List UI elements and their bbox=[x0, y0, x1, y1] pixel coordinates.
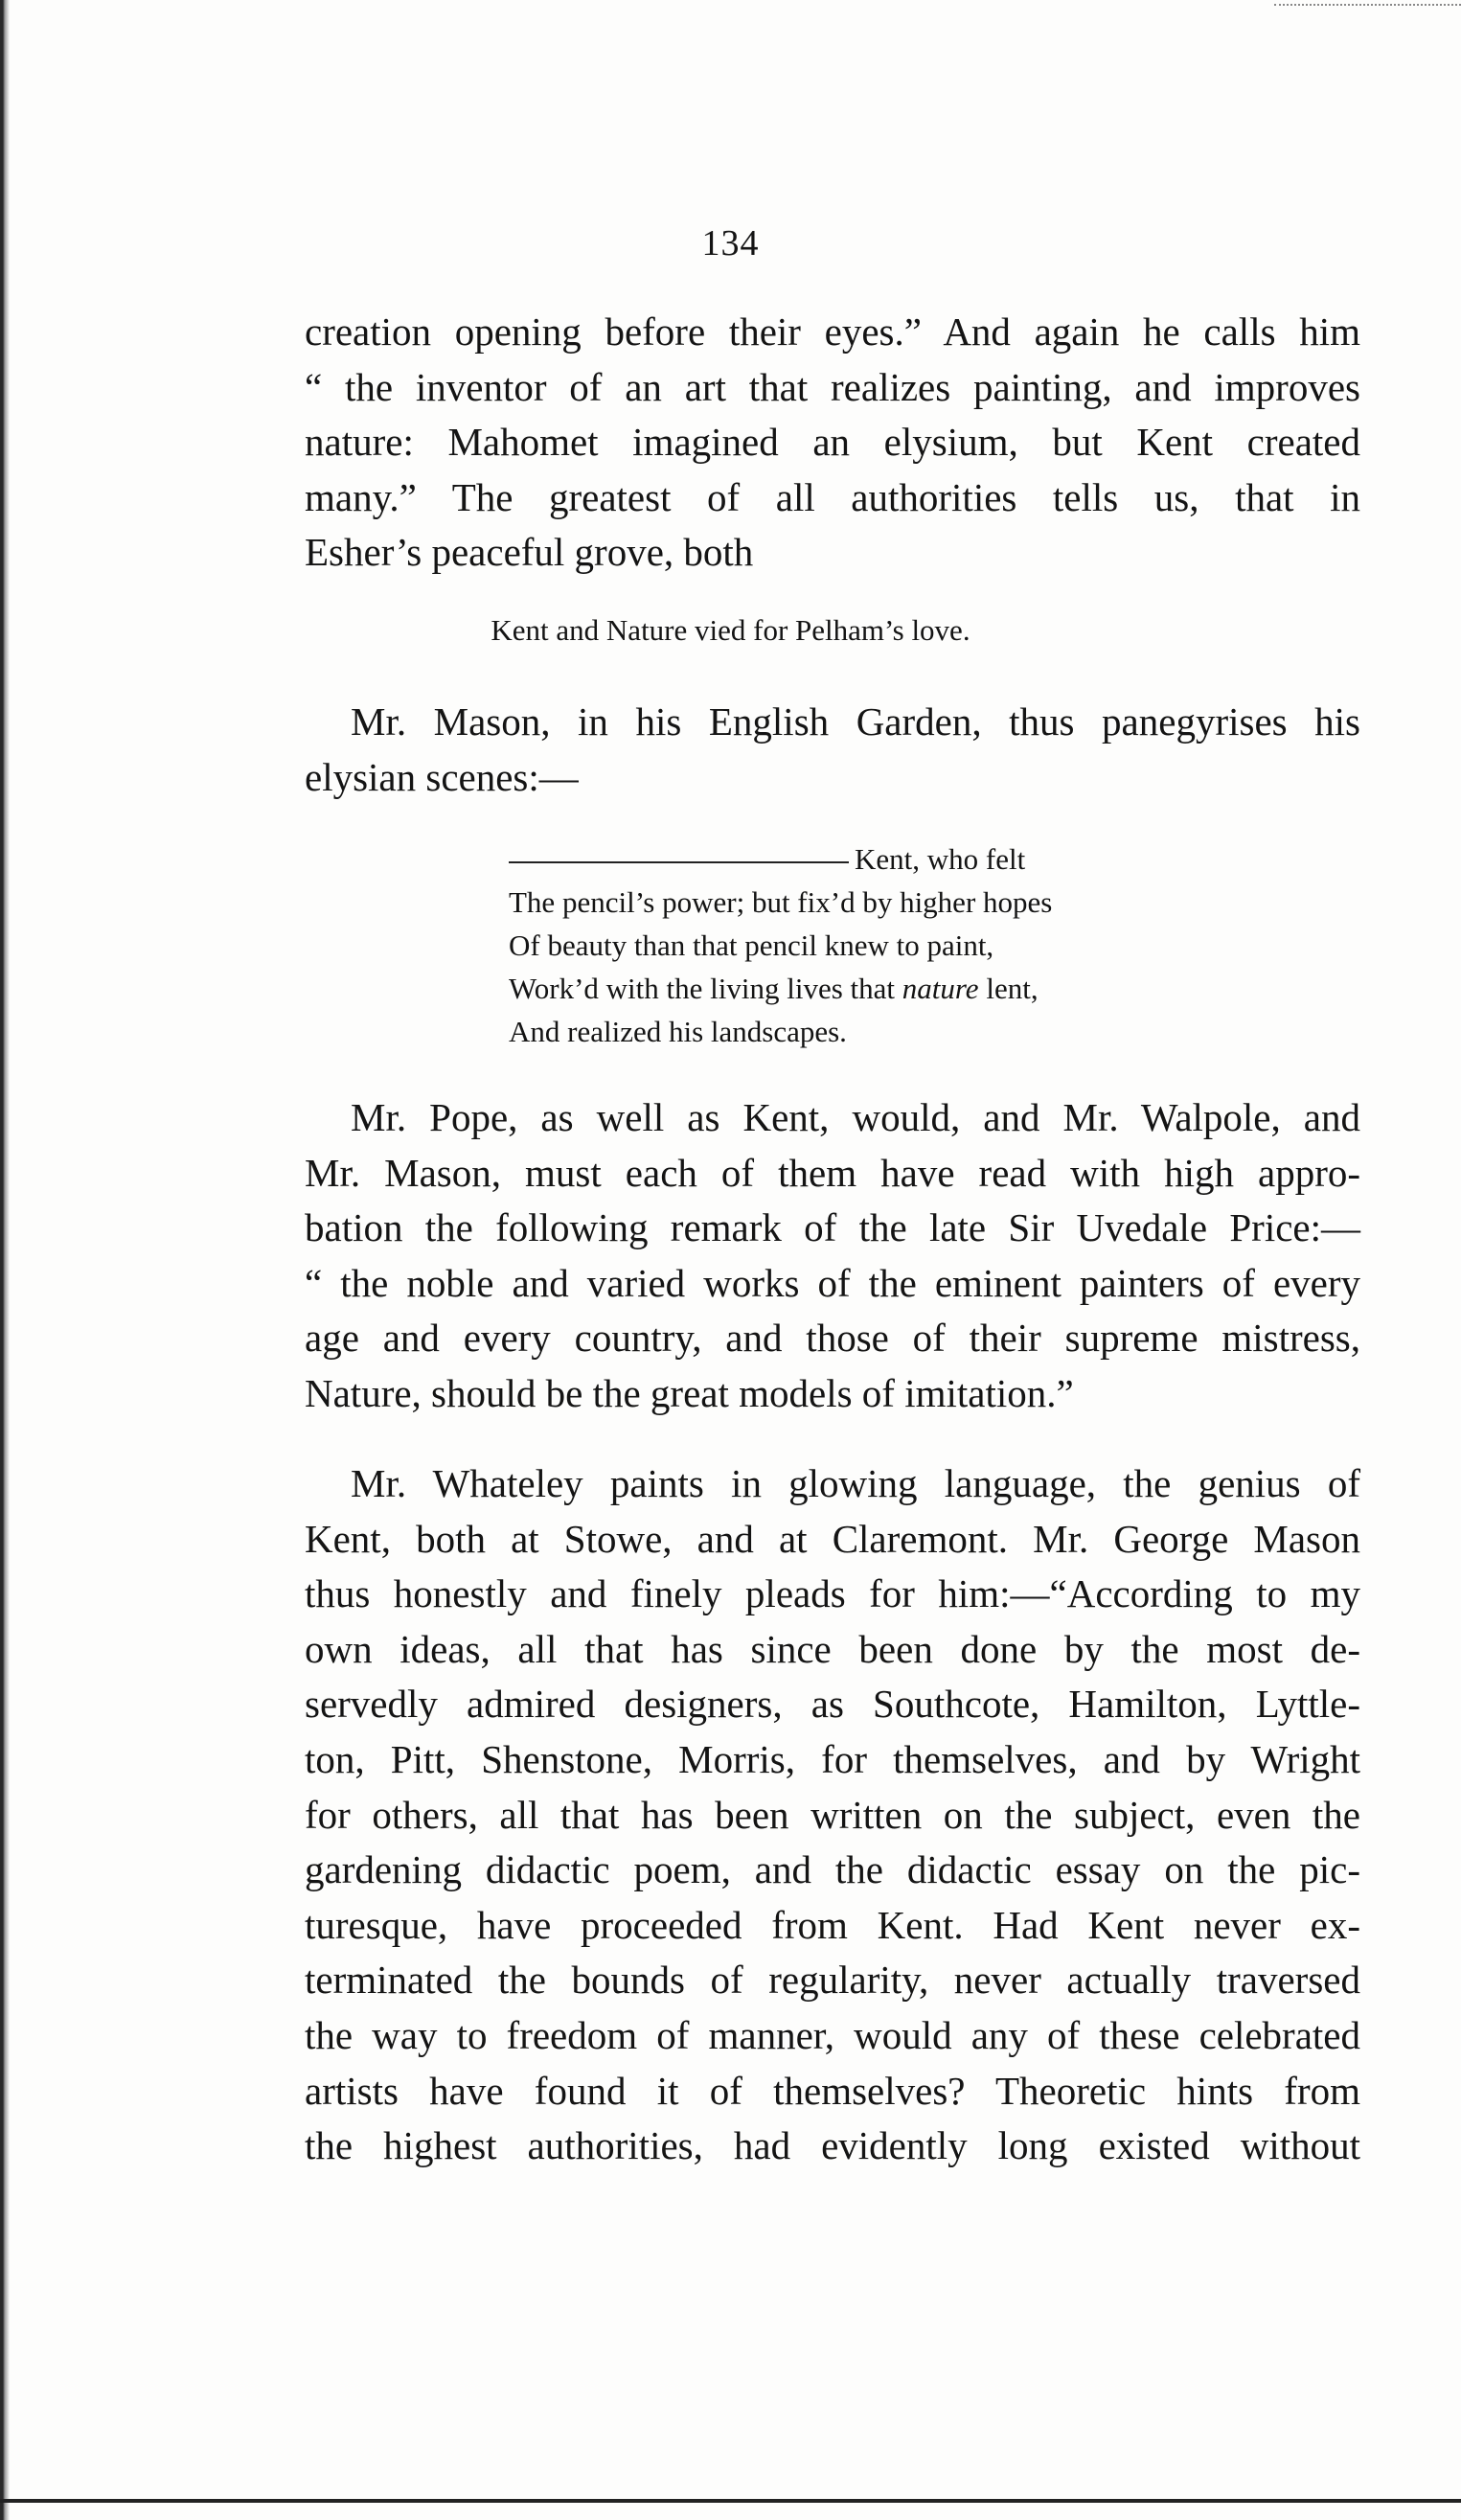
page-number: 134 bbox=[701, 223, 760, 263]
text-line: many.” The greatest of all authorities tells us, that in bbox=[305, 474, 1360, 519]
page-binding-edge bbox=[0, 0, 10, 2520]
verse-text: Kent, who felt bbox=[855, 842, 1026, 876]
paragraph-2 bbox=[305, 695, 1360, 805]
paragraph-1 bbox=[305, 305, 1360, 581]
text-line: age and every country, and those of their supreme mistress, bbox=[305, 1316, 1360, 1361]
text-line: ton, Pitt, Shenstone, Morris, for themselves, and by Wright bbox=[305, 1736, 1360, 1781]
bottom-edge-rule bbox=[0, 2499, 1461, 2503]
text-line: own ideas, all that has since been done by the most de- bbox=[305, 1626, 1360, 1671]
verse-line: Of beauty than that pencil knew to paint, bbox=[509, 928, 994, 962]
text-line: “ the noble and varied works of the eminent painters of every bbox=[305, 1260, 1360, 1305]
quoted-verse-line: Kent and Nature vied for Pelham’s love. bbox=[491, 613, 970, 647]
text-line: Kent, both at Stowe, and at Claremont. Mr. George Mason bbox=[305, 1516, 1360, 1561]
verse-line bbox=[509, 967, 1052, 1010]
text-line: Nature, should be the great models of imitation.” bbox=[305, 1370, 1074, 1415]
text-line: the way to freedom of manner, would any of these celebrated bbox=[305, 2012, 1360, 2057]
text-line: Mr. Whateley paints in glowing language, the genius of bbox=[351, 1461, 1360, 1505]
verse-italic-word: nature bbox=[902, 972, 979, 1005]
top-edge-rule bbox=[1274, 4, 1461, 6]
verse-line: The pencil’s power; but fix’d by higher hopes bbox=[509, 885, 1053, 919]
text-line: for others, all that has been written on the subject, even the bbox=[305, 1792, 1360, 1837]
text-line: turesque, have proceeded from Kent. Had Kent never ex- bbox=[305, 1902, 1360, 1947]
text-line: nature: Mahomet imagined an elysium, but Kent created bbox=[305, 420, 1360, 465]
paragraph-4 bbox=[305, 1456, 1360, 2174]
text-line: “ the inventor of an art that realizes painting, and improves bbox=[305, 364, 1360, 409]
text-line: Esher’s peaceful grove, both bbox=[305, 530, 754, 575]
text-line: gardening didactic poem, and the didactic essay on the pic- bbox=[305, 1847, 1360, 1892]
text-line: terminated the bounds of regularity, never actually traversed bbox=[305, 1958, 1360, 2003]
verse-text: lent, bbox=[986, 972, 1039, 1005]
verse-quotation bbox=[509, 837, 1052, 1053]
text-line: artists have found it of themselves? Theoretic hints from bbox=[305, 2068, 1360, 2113]
paragraph-3 bbox=[305, 1090, 1360, 1422]
verse-line bbox=[509, 837, 1052, 881]
text-line: Mr. Pope, as well as Kent, would, and Mr. Walpole, and bbox=[351, 1095, 1360, 1139]
verse-line: And realized his landscapes. bbox=[509, 1015, 847, 1048]
verse-text: Work’d with the living lives that bbox=[509, 972, 896, 1005]
text-line: thus honestly and finely pleads for him:—“According to my bbox=[305, 1571, 1360, 1616]
em-rule bbox=[509, 861, 849, 863]
text-line: bation the following remark of the late Sir Uvedale Price:— bbox=[305, 1205, 1360, 1250]
text-line: Mr. Mason, must each of them have read with high appro- bbox=[305, 1150, 1360, 1195]
text-line: the highest authorities, had evidently long existed without bbox=[305, 2123, 1360, 2168]
text-line: servedly admired designers, as Southcote, Hamilton, Lyttle- bbox=[305, 1682, 1360, 1727]
text-line: creation opening before their eyes.” And again he calls him bbox=[305, 309, 1360, 354]
text-line: Mr. Mason, in his English Garden, thus panegyrises his bbox=[351, 699, 1360, 744]
text-line: elysian scenes:— bbox=[305, 754, 579, 799]
